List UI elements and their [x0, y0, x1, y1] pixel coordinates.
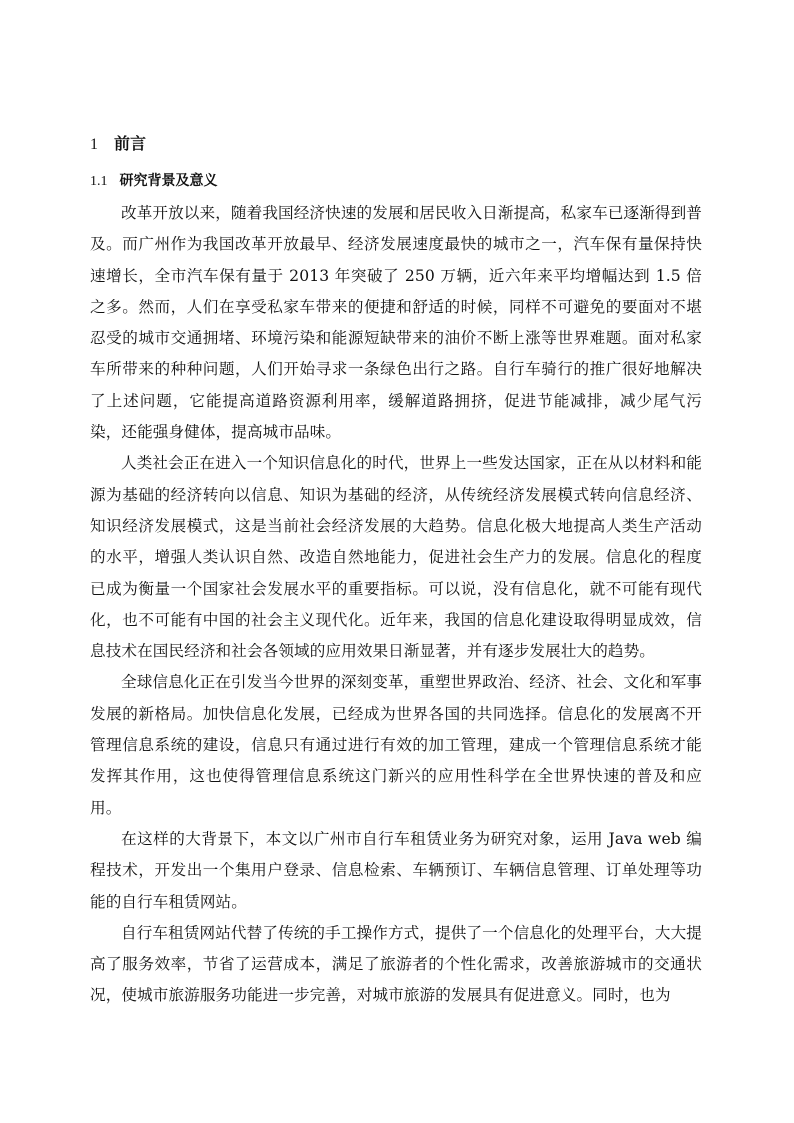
body-text [90, 198, 702, 1012]
paragraph-4: 在这样的大背景下，本文以广州市自行车租赁业务为研究对象，运用 Java web 编程技术，开发出一个集用户登录、信息检索、车辆预订、车辆信息管理、订单处理等功能的自行车租赁网站。 [90, 829, 702, 911]
subsection-number: 1.1 [90, 174, 108, 189]
subsection-heading [90, 170, 218, 193]
paragraph-5: 自行车租赁网站代替了传统的手工操作方式，提供了一个信息化的处理平台，大大提高了服务效率，节省了运营成本，满足了旅游者的个性化需求，改善旅游城市的交通状况，使城市旅游服务功能进一步完善，对城市旅游的发展具有促进意义。同时，也为 [90, 923, 702, 1005]
section-number: 1 [90, 136, 98, 153]
paragraph-3: 全球信息化正在引发当今世界的深刻变革，重塑世界政治、经济、社会、文化和军事发展的新格局。加快信息化发展，已经成为世界各国的共同选择。信息化的发展离不开管理信息系统的建设，信息只有通过进行有效的加工管理，建成一个管理信息系统才能发挥其作用，这也使得管理信息系统这门新兴的应用性科学在全世界快速的普及和应用。 [90, 673, 702, 817]
subsection-title: 研究背景及意义 [119, 173, 218, 189]
paragraph-2: 人类社会正在进入一个知识信息化的时代，世界上一些发达国家，正在从以材料和能源为基础的经济转向以信息、知识为基础的经济，从传统经济发展模式转向信息经济、知识经济发展模式，这是当前社会经济发展的大趋势。信息化极大地提高人类生产活动的水平，增强人类认识自然、改造自然地能力，促进社会生产力的发展。信息化的程度已成为衡量一个国家社会发展水平的重要指标。可以说，没有信息化，就不可能有现代化，也不可能有中国的社会主义现代化。近年来，我国的信息化建设取得明显成效，信息技术在国民经济和社会各领域的应用效果日渐显著，并有逐步发展壮大的趋势。 [90, 454, 702, 661]
section-heading [90, 132, 146, 157]
paragraph-1: 改革开放以来，随着我国经济快速的发展和居民收入日渐提高，私家车已逐渐得到普及。而广州作为我国改革开放最早、经济发展速度最快的城市之一，汽车保有量保持快速增长，全市汽车保有量于 2013 年突破了 250 万辆，近六年来平均增幅达到 1.5 倍之多。然而，人们在享受私家车带来的便捷和舒适的时候，同样不可避免的要面对不堪忍受的城市交通拥堵、环境污染和能源短缺带来的油价不断上涨等世界难题。面对私家车所带来的种种问题，人们开始寻求一条绿色出行之路。自行车骑行的推广很好地解决了上述问题，它能提高道路资源利用率，缓解道路拥挤，促进节能减排，减少尾气污染，还能强身健体，提高城市品味。 [90, 204, 702, 442]
section-title: 前言 [114, 134, 147, 153]
